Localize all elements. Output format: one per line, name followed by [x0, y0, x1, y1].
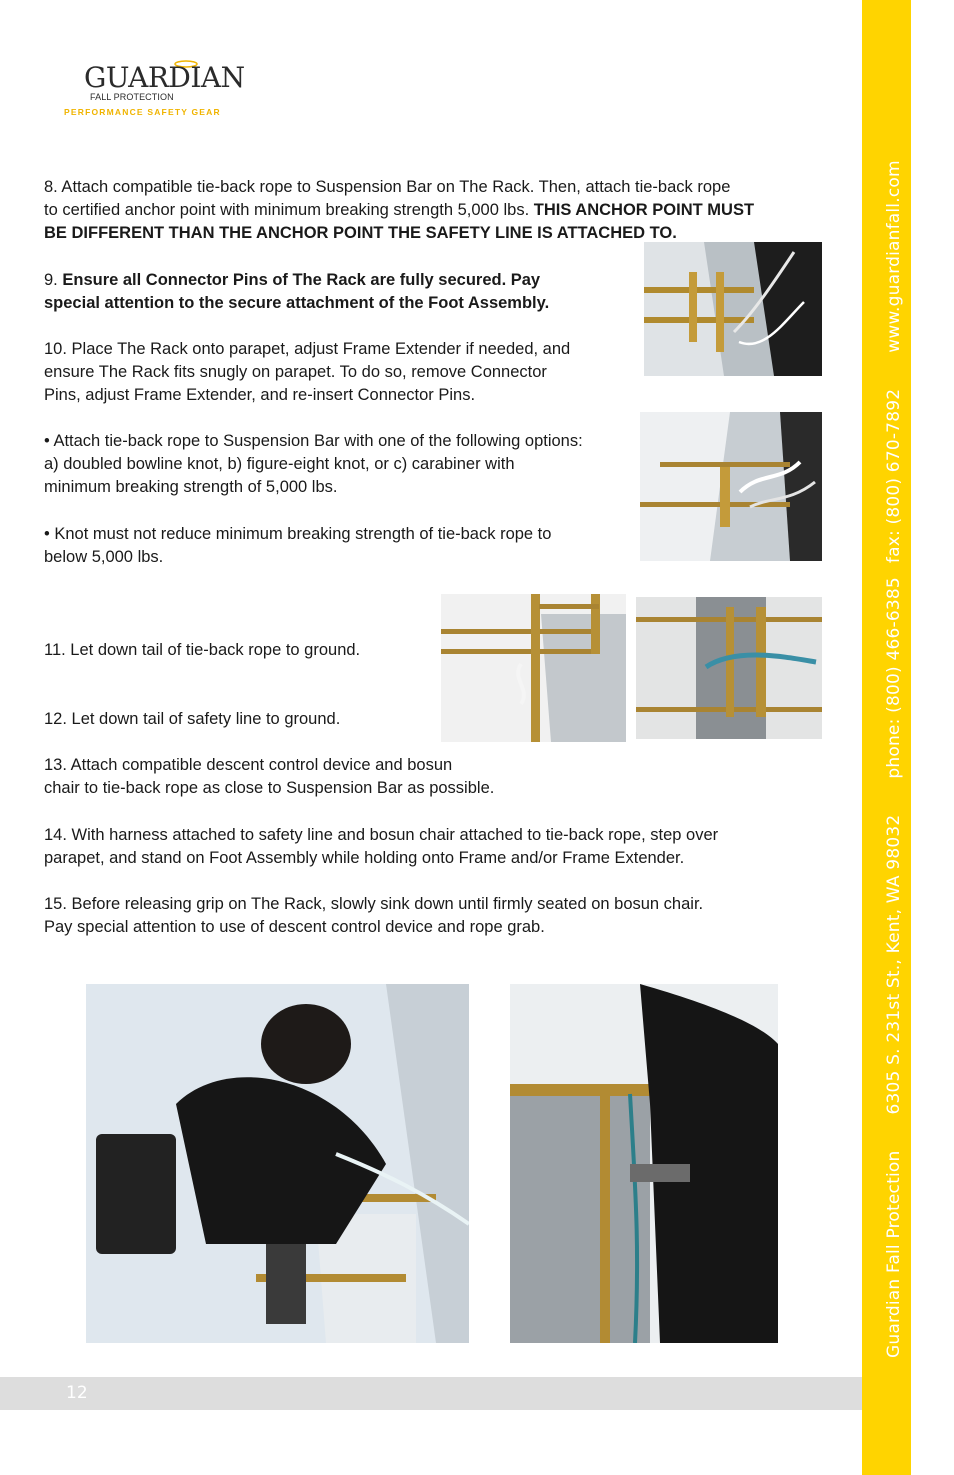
step-11-text: 11. Let down tail of tie-back rope to ground. [44, 641, 361, 659]
photo-rack-frame [441, 594, 626, 742]
step-15-line-1: 15. Before releasing grip on The Rack, slowly sink down until firmly seated on bosun chair. [44, 895, 704, 913]
sidebar-fax: fax: (800) 670-7892 [884, 388, 904, 564]
bullet-1-line-2: a) doubled bowline knot, b) figure-eight knot, or c) carabiner with [44, 455, 515, 473]
photo-suspension-bar [636, 597, 822, 739]
bullet-knot-options [44, 430, 583, 499]
step-13 [44, 754, 494, 800]
page-number: 12 [66, 1383, 88, 1403]
step-10-line-2: ensure The Rack fits snugly on parapet. To do so, remove Connector [44, 363, 547, 381]
step-12-text: 12. Let down tail of safety line to ground. [44, 710, 341, 728]
bullet-2-line-1: • Knot must not reduce minimum breaking strength of tie-back rope to [44, 525, 552, 543]
bullet-knot-strength [44, 523, 551, 569]
step-12 [44, 708, 340, 731]
step-10 [44, 338, 570, 407]
step-9-number: 9. [44, 271, 63, 289]
logo-brand: GUARDIAN [84, 61, 245, 94]
step-9-line-1: Ensure all Connector Pins of The Rack are fully secured. Pay [62, 271, 541, 289]
guardian-logo [64, 61, 245, 120]
bullet-2-line-2: below 5,000 lbs. [44, 548, 164, 566]
sidebar-phone: phone: (800) 466-6385 [884, 577, 904, 779]
photo-worker-stepping-over [86, 984, 469, 1343]
step-15-line-2: Pay special attention to use of descent control device and rope grab. [44, 918, 545, 936]
step-13-line-2: chair to tie-back rope as close to Suspension Bar as possible. [44, 779, 495, 797]
step-10-line-1: 10. Place The Rack onto parapet, adjust Frame Extender if needed, and [44, 340, 571, 358]
photo-rack-pins [644, 242, 822, 376]
sidebar-company: Guardian Fall Protection [884, 1150, 904, 1358]
step-9 [44, 269, 549, 315]
step-8-warning-2: BE DIFFERENT THAN THE ANCHOR POINT THE SAFETY LINE IS ATTACHED TO. [44, 224, 677, 242]
photo-tieback-knot [640, 412, 822, 561]
sidebar-address: 6305 S. 231st St., Kent, WA 98032 [884, 814, 904, 1115]
step-9-line-2: special attention to the secure attachment of the Foot Assembly. [44, 294, 550, 312]
footer-bar [0, 1377, 862, 1410]
step-14-line-2: parapet, and stand on Foot Assembly while holding onto Frame and/or Frame Extender. [44, 849, 685, 867]
photo-worker-seated [510, 984, 778, 1343]
logo-subtitle: FALL PROTECTION [90, 92, 174, 102]
bullet-1-line-3: minimum breaking strength of 5,000 lbs. [44, 478, 338, 496]
logo-tagline: PERFORMANCE SAFETY GEAR [64, 107, 221, 117]
sidebar-contact-text [886, 160, 903, 1358]
step-10-line-3: Pins, adjust Frame Extender, and re-insert Connector Pins. [44, 386, 476, 404]
step-8-line-2: to certified anchor point with minimum breaking strength 5,000 lbs. [44, 201, 534, 219]
sidebar-website: www.guardianfall.com [884, 160, 904, 353]
step-8-line-1: 8. Attach compatible tie-back rope to Suspension Bar on The Rack. Then, attach tie-back rope [44, 178, 731, 196]
bullet-1-line-1: • Attach tie-back rope to Suspension Bar with one of the following options: [44, 432, 583, 450]
step-11 [44, 639, 360, 662]
step-14 [44, 824, 718, 870]
step-14-line-1: 14. With harness attached to safety line and bosun chair attached to tie-back rope, step over [44, 826, 719, 844]
step-8 [44, 176, 754, 245]
step-13-line-1: 13. Attach compatible descent control device and bosun [44, 756, 453, 774]
step-8-warning-1: THIS ANCHOR POINT MUST [533, 201, 755, 219]
step-15 [44, 893, 703, 939]
